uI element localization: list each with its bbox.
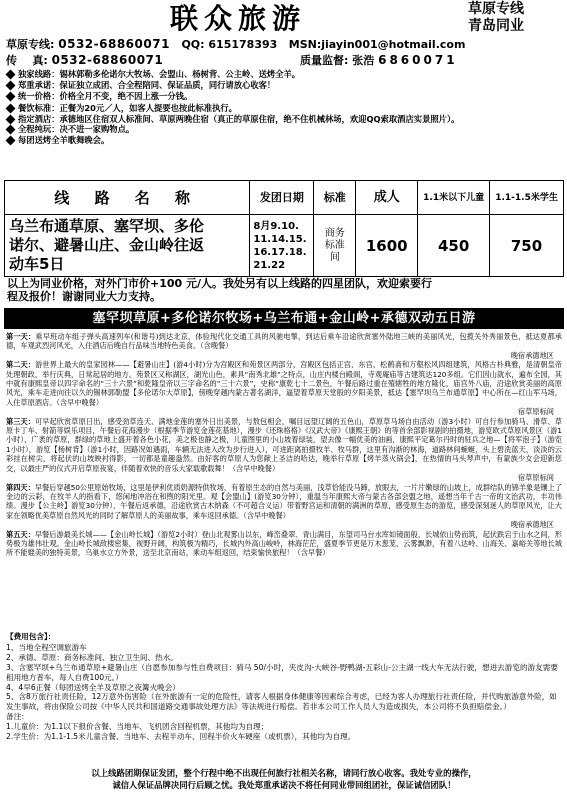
fee-title: 【费用包含】：	[6, 632, 56, 641]
brand-subtitle	[428, 1, 564, 35]
day-lodging: 宿草原标间	[518, 473, 554, 483]
supervisor-name: 张浩	[352, 54, 375, 67]
departure-dates-cell: 8月9.10. 11.14.15. 16.17.18. 21.22	[250, 215, 314, 277]
qq-number: 615178393	[208, 38, 278, 51]
peer-price-notice: 以上为同业价格，对外门市价+100 元/人。我处另有以上线路的四星团队，欢迎索要行 程及报价！谢谢同业大力支持。	[7, 277, 433, 303]
msn-address: jiayin001@hotmail.com	[321, 38, 466, 51]
itinerary-title: 塞罕坝草原+多伦诺尔牧场+乌兰布通+金山岭+承德双动五日游	[4, 308, 564, 329]
route-name-cell: 乌兰布通草原、塞罕坝、多伦 诺尔、避暑山庄、金山岭往返 动车5日	[5, 215, 250, 277]
diamond-bullet-icon	[6, 103, 16, 113]
table-header-row	[5, 181, 564, 215]
header-departure-dates: 发团日期	[250, 181, 314, 215]
brand-subtitle-line2: 青岛同业	[468, 18, 524, 34]
child-price-cell: 450	[418, 215, 490, 277]
fee-item: 3、含塞罕坝+乌兰布通草原+避暑山庄（自愿参加参与性自费项目：骑马 50/小时，夹皮沟-大峡谷-野鸭湖-五彩山-公主湖一线大车无法行驶，想进去游览的游友需要租用地方普车，每人自费100元。）	[6, 662, 558, 682]
header-route-name: 线 路 名 称	[5, 181, 250, 215]
table-row	[5, 215, 564, 277]
route-price-table	[4, 180, 564, 277]
day-item: 第一天：乘早班动车组子弹头高速列车(和谐号)到达北京，体验现代化交通工具的风驰电掣，到达后乘车沿途欣赏塞外陆地三峡的美丽风光，包揽关外秀丽景色，抵达夏都承德，车观武烈河风光，入住酒店后晚自行品味当地特色美食。（含晚餐）	[6, 332, 562, 351]
feature-item: 统一价格：价格全月不变，绝不因上涨一分钱。	[6, 91, 562, 102]
fee-item: 5、含8万旅行社责任险，12万意外伤害险（在外旅游有一定的危险性，请客人根据身体健康等因素综合考虑，已经为客人办理旅行社责任险，并代购旅游意外险，如发生事故，将由保险公司按《中华人民共和国道路交通事故处理方法》等法规进行赔偿。若非本公司工作人员人为造成损失，本公司将不负担赔偿金。）	[6, 692, 557, 712]
day-item: 第二天：游世界上最大的皇家园林——【避暑山庄】(游4小时)分为宫殿区和苑景区两部分，宫殿区包括正宫、东宫、松鹤斋和万壑松风四组建筑，风格古朴典雅，是清朝皇帝处理朝政，举行庆典，日常起居的地方。苑景区又称湖区，湖光山色，素具“南秀北雄”之特点，山庄内楼台殿阁，寺观庵庙等古建筑达120多组。它们因山就水，遍布全园，其中就有康熙皇帝以四字命名的“三十六景”和乾隆皇帝以三字命名的“三十六景”，史称“康乾七十二景色，午餐后路过重在殖辖牲的地方隆化，庙宫外八庙，沿途欣赏美丽的高原风光，乘车走进向往以久的锡林郭勒盟【多伦诺尔大草原】，傍晚穿越内蒙古著名湖洋，逼望着草原天堂般的夕阳美景，抵达【塞罕坝乌兰布通草原】中心所在—红山军马场，入住草原酒店。（含早中晚餐）	[6, 360, 562, 407]
fee-item: 1、当地全程空调旅游车	[6, 642, 87, 652]
day-lodging: 晚宿承德地区	[510, 350, 554, 360]
feature-item: 餐饮标准：正餐为20元／人，如客人提要也按此标准执行。	[6, 103, 562, 114]
day-lodging: 晚宿承德地区	[510, 520, 554, 530]
remark-title: 备注：	[6, 712, 29, 722]
diamond-bullet-icon	[6, 125, 16, 135]
standard-cell: 商务 标准 间	[314, 215, 356, 277]
hotline-label: 草原专线:	[6, 38, 55, 51]
brand-title: 联众旅游	[170, 2, 307, 35]
day-item: 第四天：早餐后穿越50公里原始牧场，这里是伊利优质奶源特供牧场，有着原生态的自然与美丽，浅草恰能没马蹄，放眼去，一片片嫩绿的山坡上，成群结队的锦羊象是镶上了金边的云彩，在牧羊人的指看下，悠闲地冲浴在和煦的阳光里。观【会盟山】(游览30分钟），重温当年康熙大帝与蒙古各部会盟之地，遥想当年千古一帝的文治武功，丰功伟绩。漫步【公主岭】游览30分钟），午餐后返承德，沿途欣赏古木纳森（不可超合义运）带着野宫运和清朝的满洲的草原，感受原生态的游览，感受深刻迷人的草原风光，让大家在领略优美草原自然风光的同时了解草原人的美丽故事，乘车返回承德。（含早中晚餐）	[6, 482, 562, 520]
contact-line-1	[6, 37, 465, 51]
student-price-cell: 750	[490, 215, 564, 277]
diamond-bullet-icon	[6, 136, 16, 146]
header-student: 1.1-1.5米学生	[490, 181, 564, 215]
fee-item: 2、承德、草原：商务标准间、独立卫生间、热水。	[6, 652, 178, 662]
fax-label: 传 真:	[6, 54, 48, 67]
footer-guarantee: 以上线路团期保证发团，整个行程中绝不出现任何旅行社相关名称，请同行放心收客。我处专业的操作， 诚信人保证品牌决同行后顾之忧。我处郑重承诺决不将任何同业带回组团社，保证诚信团队！	[91, 768, 477, 790]
adult-price-cell: 1600	[356, 215, 418, 277]
remark-item: 1.儿童价：为1.1以下报价含餐、当地车、飞机团含回程机票，其他均为自理；	[6, 722, 269, 732]
supervisor-phone: 6860071	[378, 53, 458, 67]
fee-section	[6, 632, 562, 742]
diamond-bullet-icon	[6, 70, 16, 80]
supervisor-label: 质量监督:	[300, 54, 349, 67]
diamond-bullet-icon	[6, 81, 16, 91]
day-lodging: 宿草原标间	[518, 407, 554, 417]
feature-item: 每团送烤全羊歌舞晚会。	[6, 135, 562, 146]
feature-item: 独家线路：锡林郭勒多伦诺尔大牧场、会盟山、杨树背、公主岭、送烤全羊。	[6, 69, 562, 80]
msn-label: MSN:	[288, 38, 322, 51]
itinerary-days	[6, 332, 562, 558]
brand-subtitle-line1: 草原专线	[468, 1, 524, 17]
fee-item: 4、4早6正餐（每团送烤全羊及草原之夜篝火晚会）	[6, 682, 180, 692]
header-adult: 成人	[356, 181, 418, 215]
diamond-bullet-icon	[6, 114, 16, 124]
remark-item: 2.学生价：为1.1-1.5米儿童含餐、当地车、去程半动车、回程半价火车硬座（或机票），其他均为自理。	[6, 732, 356, 742]
diamond-bullet-icon	[6, 92, 16, 102]
contact-line-2	[6, 53, 163, 67]
supervisor-line	[300, 53, 458, 67]
header-child: 1.1米以下儿童	[418, 181, 490, 215]
feature-list	[6, 69, 562, 147]
fax-number: 0532-68860071	[51, 53, 164, 67]
day-item: 第五天：早餐后游最美长城——【金山岭长城】（游览2小时）登山北观雾山以东，峰峦叠翠、青山满目，东望司马台水库如镜面般，长城依山势而筑，起伏跌宕于山水之间，形势极为雄伟壮观。金山岭长城敌楼密集，视野开阔，构筑极为精巧，长城内外高山峻岭，林海茫茫，盛夏季节更是万木葱茏，云雾飘渺，有着八达岭、山海关、嘉峪关等地长城所不能媲美的独特美景，乌巢水立方外景，送至北京南站，乘动车组返回，结束愉快旅程！（含早餐）	[6, 529, 562, 558]
feature-item: 全程纯玩：决不进一家购物点。	[6, 124, 562, 135]
qq-label: QQ:	[181, 38, 205, 51]
day-item: 第三天：可早起欣赏草原日出，感受劲草连天、满地金莲的塞外日出美景，与敖包相会，嘱目远望辽阔的五色山，草原草马场自由活动（游3小时）可自行参加骑马、滑草、草原卡丁车、射箭等娱乐项目，午餐后花海漫步（根据季节游览金莲花基地），漫步《还珠格格》《汉武大帝》《康熙王朝》的等首余部影视剧的拍摄地，游览欧式草原风景区（游1小时），广袤的草原，群绿的草地上盛开着各色小花，美之极也静之极，儿童图里的小山坡着绿装，望去像一幅优美的油画，康熙平定葛尔丹时的驻兵之地—【将军泡子】（游览1小时），游览【杨树背】（游1小时，因路况如遇雨，车辆无法进入改为步行进入），可进距离拍摄牧羊、牧马群，这里有沟渐的林海，道路林间蜿蜒，头上碧洗蓝天，淡淡的云彩挂在树尖，将起伏的山坡映衬得影，一切都是童趣盎然。由好客的草原人为您献上圣洁的哈达，晚举行草原【烤羊蒸火锅会】，在热情的马头琴声中，有蒙族少女会迎新您交，以最庄严的仪式开启草原夜宴，伴随着欢快的音乐大家载歌载舞！（含早中晚餐）	[6, 416, 562, 473]
feature-item: 指定酒店：承德地区住宿双人标准间、草原两晚住宿（真正的草原住宿，绝不住机械林场，欢迎QQ索取酒店实景照片）。	[6, 114, 562, 124]
hotline-phone: 0532-68860071	[58, 37, 170, 51]
feature-item: 郑重承诺：保证独立成团、合全程陪同、保证品质，同行请放心收客！	[6, 80, 562, 91]
header-standard: 标准	[314, 181, 356, 215]
